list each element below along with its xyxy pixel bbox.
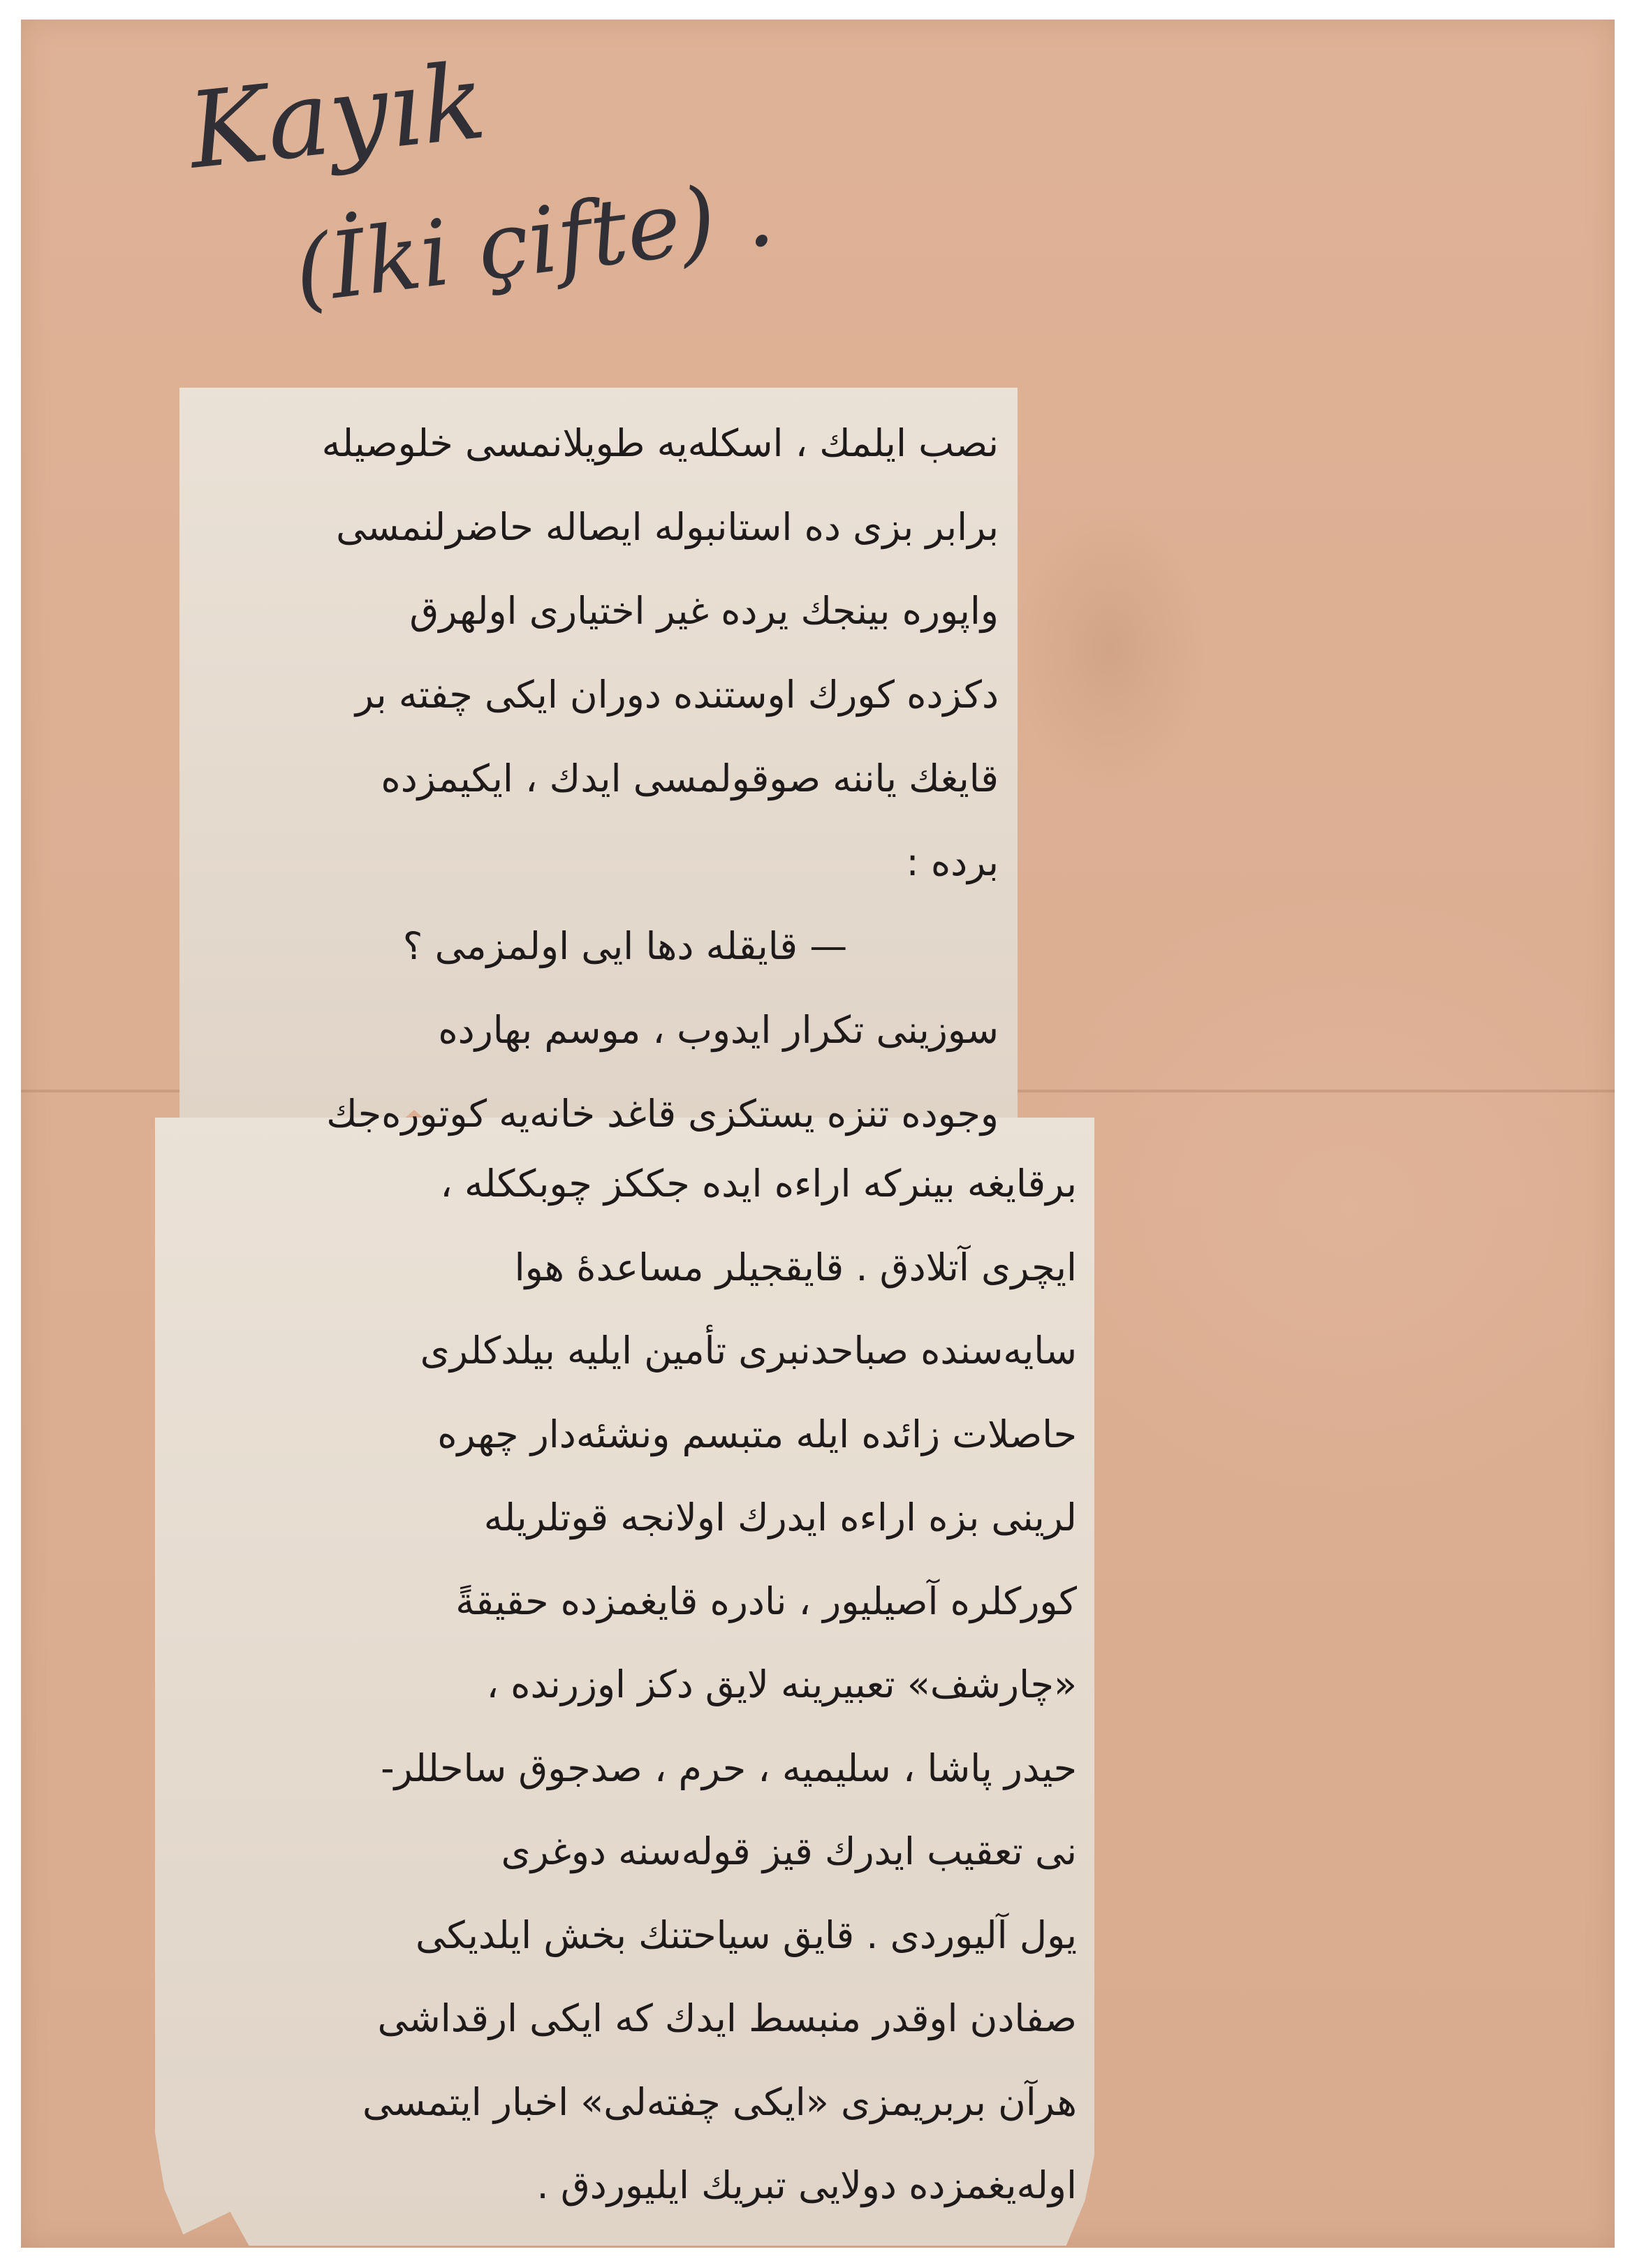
text-line: برابر بزی ده استانبوله ایصاله حاضرلنمسی (336, 505, 999, 549)
text-line: یول آلیوردی . قایق سیاحتنك بخش ایلدیکی (415, 1912, 1077, 1957)
clipping-bottom-text (183, 1142, 1077, 2227)
text-line: سایه‌سنده صباحدنبری تأمین ایلیه بیلدکلری (420, 1329, 1077, 1373)
handwritten-title: Kayık (183, 41, 492, 193)
text-line: هرآن بربریمزی «ایكی چفته‌لی» اخبار ایتمسی (362, 2079, 1077, 2124)
text-line: وجوده تنزه یستكزی قاغد خانه‌یه كوتوره‌جك (326, 1092, 999, 1136)
text-line: ایچری آتلادق . قایقجیلر مساعدهٔ هوا (514, 1245, 1077, 1289)
text-line: قایغك یاننه صوقولمسی ایدك ، ایكیمزده (381, 756, 999, 800)
text-line: دكزده كورك اوستنده دوران ایكی چفته بر (355, 673, 999, 717)
text-line: برده : (906, 840, 999, 884)
clipping-top-text (210, 402, 999, 1156)
text-line: برقایغه بینرکه اراءه ایده جککز چوبککله ، (440, 1162, 1077, 1206)
handwritten-subtitle: (İki çifte) . (288, 159, 779, 324)
text-line: نی تعقیب ایدرك قیز قوله‌سنه دوغری (501, 1829, 1077, 1873)
text-line: «چارشف» تعبیرینه لایق دکز اوزرنده ، (486, 1662, 1077, 1706)
text-line: حیدر پاشا ، سلیمیه ، حرم ، صدجوق ساحللر- (381, 1746, 1077, 1790)
text-line: کورکلره آصیلیور ، نادره قایغمزده حقیقةً (455, 1579, 1077, 1623)
text-line: اوله‌یغمزده دولایی تبریك ایلیوردق . (536, 2163, 1077, 2207)
text-line: صفادن اوقدر منبسط ایدك که ایكی ارقداشی (377, 1996, 1077, 2040)
text-line: سوزینی تكرار ایدوب ، موسم بهارده (438, 1008, 999, 1052)
text-line: واپوره بینجك یرده غیر اختیاری اولهرق (409, 589, 999, 633)
text-line: لرینی بزه اراءه ایدرك اولانجه قوتلریله (483, 1495, 1077, 1539)
text-line: نصب ایلمك ، اسكله‌یه طویلانمسی خلوصیله (321, 421, 999, 465)
text-line: حاصلات زائده ایله متبسم ونشئه‌دار چهره‌ (437, 1412, 1077, 1456)
dialogue-line: — قایقله دها ایی اولمزمی ؟ (402, 924, 848, 968)
